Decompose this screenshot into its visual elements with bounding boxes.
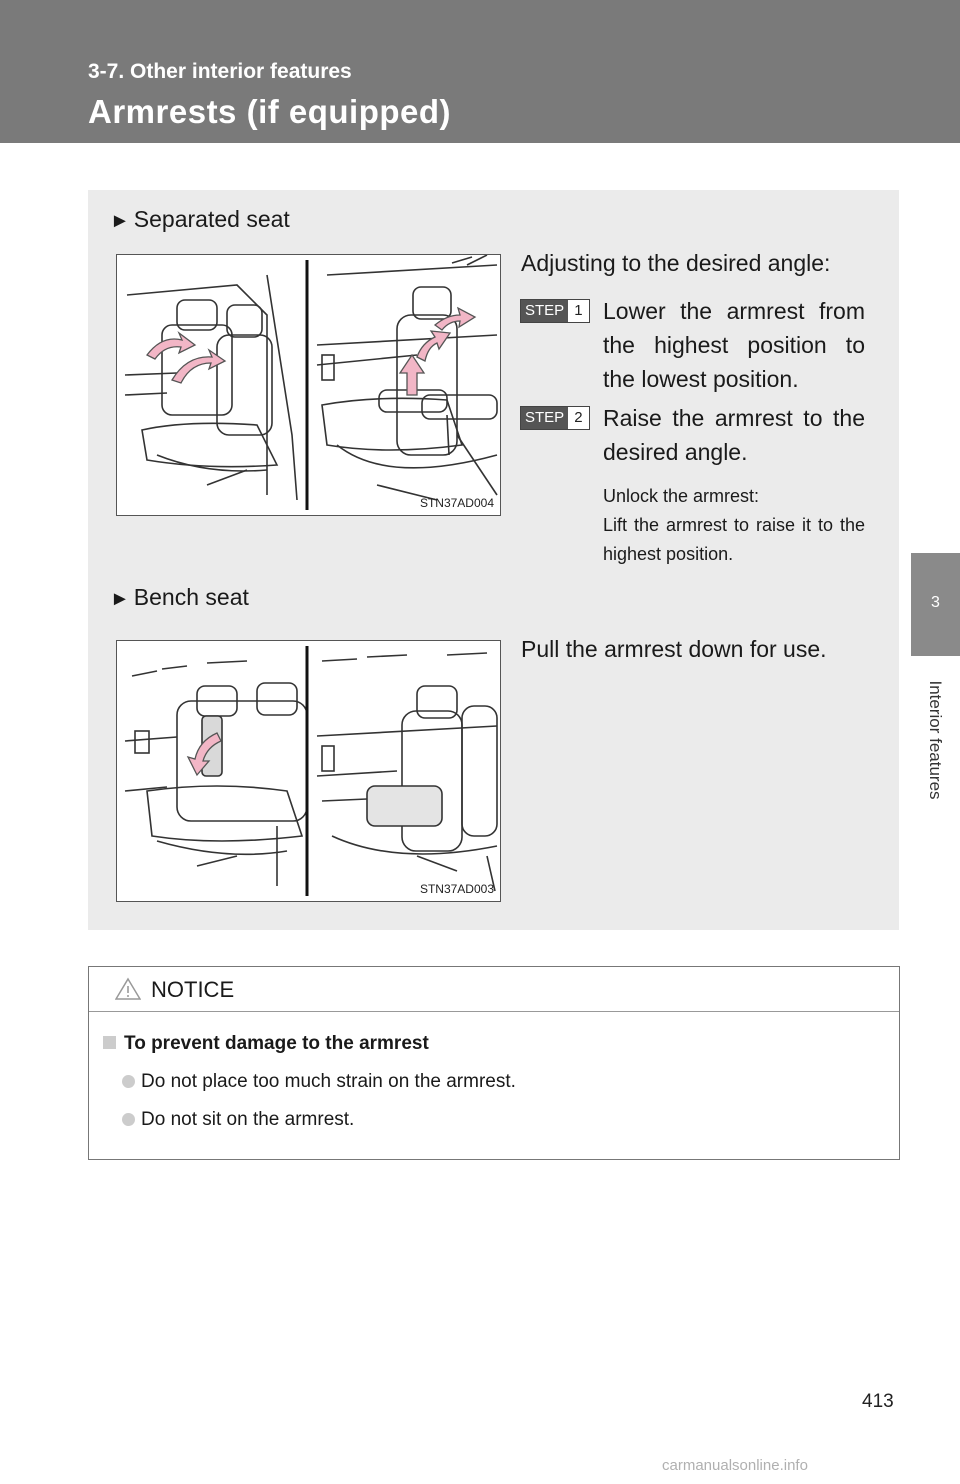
bench-seat-illustration [117,641,500,901]
separated-seat-illustration [117,255,500,515]
circle-bullet-icon [122,1075,135,1088]
right-pointer-icon: ► [110,210,130,232]
separated-seat-figure [116,254,501,516]
separated-seat-heading: ► Separated seat [110,206,290,232]
step-1 [520,294,590,323]
adjust-intro: Adjusting to the desired angle: [521,250,831,276]
chapter-tab[interactable]: 3 [911,553,960,656]
notice-bullet-2: Do not sit on the armrest. [122,1109,354,1131]
figure-code: STN37AD004 [419,496,494,510]
page-title: Armrests (if equipped) [88,93,452,130]
section-label: 3-7. Other interior features [88,60,352,83]
square-bullet-icon [103,1036,116,1049]
armrest-instructions-panel [88,190,899,930]
step-1-badge: STEP 1 [520,299,590,323]
bench-seat-text: Pull the armrest down for use. [521,636,827,662]
step-1-text: Lower the armrest from the highest position to the lowest position. [603,298,865,392]
page-number: 413 [862,1391,894,1412]
circle-bullet-icon [122,1113,135,1126]
notice-box [88,966,900,1160]
step-2 [520,401,590,430]
bench-seat-heading: ► Bench seat [110,584,249,610]
right-pointer-icon: ► [110,588,130,610]
unlock-title: Unlock the armrest: [603,486,760,506]
chapter-label: Interior features [926,680,945,800]
notice-header [89,967,899,1012]
step-2-text: Raise the armrest to the desired angle. [603,405,865,465]
unlock-text: Lift the armrest to raise it to the highest position. [603,515,865,564]
figure-code: STN37AD003 [419,882,494,896]
watermark: carmanualsonline.info [662,1457,808,1474]
bench-seat-figure [116,640,501,902]
notice-bullet-1: Do not place too much strain on the armrest. [122,1071,516,1093]
notice-subheading: To prevent damage to the armrest [103,1033,429,1055]
step-2-badge: STEP 2 [520,406,590,430]
warning-triangle-icon [115,977,141,1006]
notice-title: NOTICE [151,977,235,1002]
page-header [0,0,960,143]
